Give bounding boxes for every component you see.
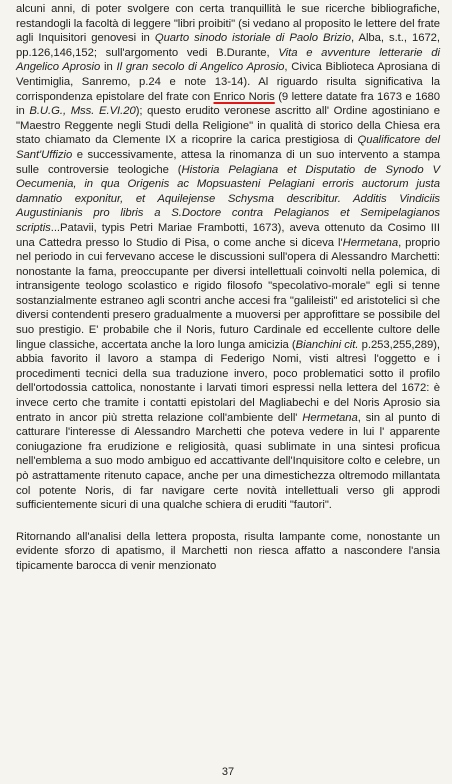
book-title: Il gran secolo di Angelico Aprosio [116,61,285,74]
institution-name: Hermetana [302,411,358,424]
page-number: 37 [221,766,235,778]
text-run: ...Patavii, typis Petri Mariae Frambotti, 1673), aveva ottenuto da Cosimo III una Cattedra presso lo Studio di Pisa, o come anche si diceva l' [16,221,440,249]
book-title: Vita e avventure letterarie di Angelico Aprosio [16,46,440,74]
institution-name: Hermetana [342,236,399,249]
citation: Bianchini cit. [295,338,359,351]
paragraph-gap [16,513,440,530]
underlined-name: Enrico Noris [213,90,275,103]
text-run: , proprio nel periodo in cui fervevano accese le discussioni sull'opera di Alessandro Marchetti: nonostante la fama, preoccupante per diversi intellettuali coinvolti nella polemica, di intransigente teologo scolastico e rigido filosofo "specolativo-morale" egli si tenne sostanzialmente estraneo agli scontri anche accesi fra "galileisti" ed aristotelici sì che diversi contendenti presero gradualmente a muoversi per approfittare se possibile del suo prestigio. E' probabile che il Noris, futuro Cardinale ed eccellente cultore delle lingue classiche, accertata anche la loro lunga amicizia ( [16,236,440,351]
book-title: Quarto sinodo istoriale di Paolo Brizio [154,32,351,45]
office-title: Qualificatore del Sant'Uffizio [16,134,440,161]
text-run: (9 lettere datate fra 1673 e 1680 in [16,90,441,118]
paragraph-1 [16,2,440,513]
text-run: e successivamente, attesa la rinomanza di un suo intervento a stampa sulle controversie teologiche ( [16,148,440,176]
text-run: , Alba, s.t., 1672, pp.126,146,152; sull'argomento vedi B.Durante, [16,32,440,59]
text-run: alcuni anni, di poter svolgere con certa tranquillità le sue ricerche bibliografiche, restandogli la facoltà di leggere "libri proibiti" (si vedano al proposito le lettere del frate agli Inquisitori genovesi in [16,3,441,45]
text-run: , Civica Biblioteca Aprosiana di Ventimiglia, Sanremo, p.24 e note 13-14). Al riguardo risulta significativa la corrispondenza epistolare del frate con [16,61,441,103]
text-run: , sin al punto di catturare l'interesse di Alessandro Marchetti che poteva vedere in lui l' apparente coniugazione fra erudizione e religiosità, quasi sublimate in una sintesi proficua nell'emblema a suo modo ambiguo ed accattivante dell'Inquisitore colto e celebre, un pò astrattamente ritenuto capace, anche per una dimestichezza oltremodo millantata col potente Noris, di far navigare certe novità intellettuali verso gli approdi sufficientemente sicuri di una qualche schiera di eruditi "fautori". [16,411,441,512]
manuscript-reference: B.U.G., Mss. E.VI.20 [29,105,136,118]
paragraph-2 [16,530,440,574]
text-run: Ritornando all'analisi della lettera proposta, risulta lampante come, nonostante un evidente sforzo di apatismo, il Marchetti non riesca affatto a nascondere l'ansia tipicamente barocca di venir menzionato [16,530,440,572]
text-run: ); questo erudito veronese ascritto all' Ordine agostiniano e "Maestro Reggente negli Studi della Religione" in qualità di storico della Chiesa era stato chiamato da Clemente IX a ricoprire la carica prestigiosa di [16,105,440,147]
text-run: in [100,61,117,74]
document-page [16,2,440,782]
book-title: Historia Pelagiana et Disputatio de Synodo V Oecumenia, in qua Origenis ac Mopsuasteni Pelagiani erroris auctorum justa damnatio exponitur, et Aquilejense Schysma describitur. Additis Vindiciis Augustinianis pro libris a S.Doctore contra Pelagianos et Semipelagianos scriptis [16,163,440,234]
text-run: p.253,255,289), abbia favorito il lavoro a stampa di Federigo Nomi, visti altresì l'oggetto e i procedimenti tecnici della sua traduzione invero, poco problematici sotto il profilo dell'ortodossia cattolica, nonostante i larvati timori espressi nella lettera del 1672: è invece certo che tramite i contatti epistolari del Magliabechi e del Noris Aprosio sia entrato in ancor più stretta relazione coll'ambiente dell' [16,338,441,424]
